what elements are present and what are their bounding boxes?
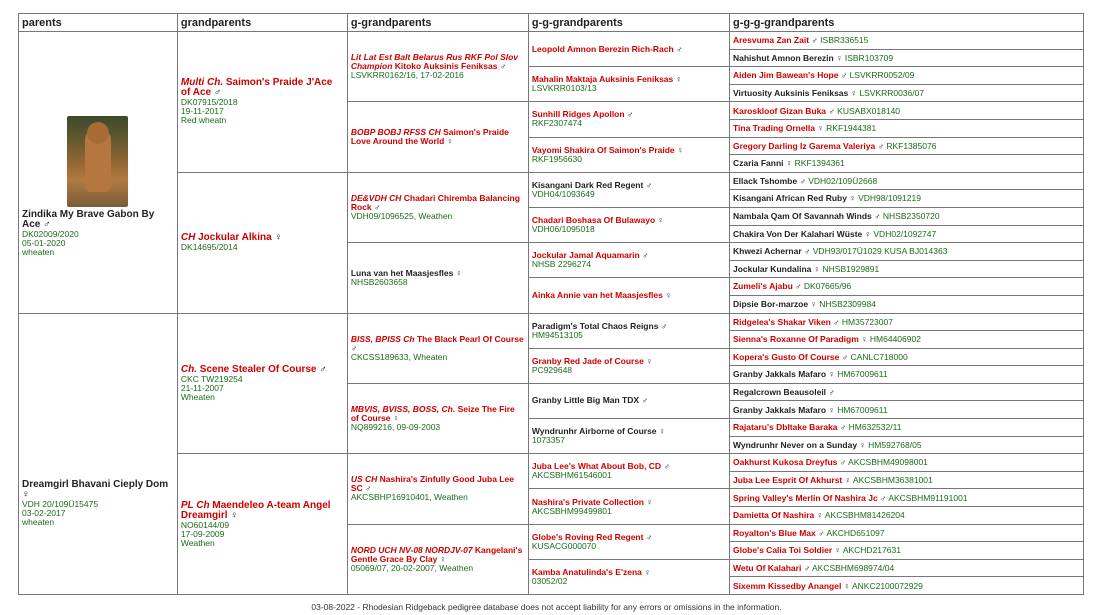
g-grandparent-name[interactable]: Seize The Fire of Course [350,404,515,424]
g-g-g-grandparent-cell [729,67,1083,85]
g-g-g-grandparent-name[interactable]: Rajataru's Dbltake Baraka [732,422,838,433]
sex-icon: ♀ [828,369,835,380]
title-prefix: NORD UCH NV-08 NORDJV-07 [350,544,473,555]
title-prefix: MBVIS, BVISS, BOSS, Ch. [350,404,456,415]
g-g-grandparent-name[interactable]: Granby Red Jade of Course [531,355,644,366]
grandparent-details [181,98,344,125]
g-g-g-grandparent-cell [729,155,1083,173]
registration-number: ANKC2100072929 [851,580,923,591]
parent-details [22,230,174,257]
g-g-g-grandparent-name[interactable]: Aresvuma Zan Zait [732,35,810,46]
g-g-g-grandparent-cell [729,137,1083,155]
header-parents: parents [19,14,178,32]
registration-number: HM67009611 [837,404,888,415]
g-grandparent-name[interactable]: Nashira's Zinfully Good Juba Lee SC [350,474,514,494]
coat-color: wheaten [22,246,55,257]
g-g-g-grandparent-name[interactable]: Kopera's Gusto Of Course [732,351,840,362]
registration-number: AKCSBHM91191001 [888,492,968,503]
g-g-g-grandparent-name[interactable]: Ellack Tshombe [732,175,798,186]
sex-icon: ♀ [861,334,868,345]
g-grandparent-cell [347,172,528,242]
registration-number: RKF2307474 [531,118,582,129]
birth-date: 05-01-2020 [22,237,66,248]
g-g-g-grandparent-name[interactable]: Wetu Of Kalahari [732,562,802,573]
g-g-grandparent-name[interactable]: Kamba Anatulinda's E'zena [531,566,642,577]
sex-icon: ♀ [813,263,821,274]
g-g-g-grandparent-name[interactable]: Nahishut Amnon Berezin [732,52,834,63]
g-g-g-grandparent-name[interactable]: Sienna's Roxanne Of Paradigm [732,334,859,345]
sex-icon: ♀ [274,232,282,244]
g-g-grandparent-name[interactable]: Wyndrunhr Airborne of Course [531,426,657,437]
g-g-g-grandparent-name[interactable]: Sixemm Kissedby Anangel [732,580,842,591]
registration-number: AKCHD217631 [842,545,901,556]
registration-number: HM64406902 [869,334,921,345]
registration-number: CANLC718000 [850,351,908,362]
sex-icon: ♂ [642,250,649,261]
registration-number: VDH06/1095018 [531,224,595,235]
grandparent-details [181,375,344,402]
g-g-grandparent-name[interactable]: Leopold Amnon Berezin Rich-Rach [531,43,674,54]
g-g-g-grandparent-cell [729,207,1083,225]
sex-icon: ♂ [877,140,884,151]
g-g-grandparent-cell [528,137,729,172]
sex-icon: ♂ [43,218,51,230]
parent-cell [19,32,178,314]
g-grandparent-cell [347,243,528,313]
g-grandparent-details: NHSB2603658 [350,276,408,287]
registration-number: AKCSBHM99499801 [531,505,612,516]
g-grandparent-name[interactable]: Kangelani's Gentle Grace By Clay [350,544,523,564]
birth-date: 17-09-2009 [180,528,225,539]
registration-number: NHSB1929891 [822,263,880,274]
table-row [19,454,1084,472]
g-grandparent-details: VDH09/1096525, Weathen [350,210,453,221]
registration-number: VDH93/017Ü1029 KUSA BJ014363 [812,246,948,257]
sex-icon: ♀ [850,87,857,98]
sex-icon: ♂ [350,342,358,353]
sex-icon: ♂ [626,109,634,120]
sex-icon: ♀ [658,426,666,437]
g-g-g-grandparent-name[interactable]: Spring Valley's Merlin Of Nashira Jc [732,492,878,503]
g-g-g-grandparent-name[interactable]: Khwezi Achernar [732,246,802,257]
g-g-grandparent-cell [528,32,729,67]
dog-photo[interactable] [67,116,128,207]
sex-icon: ♂ [828,387,835,398]
g-g-g-grandparent-name[interactable]: Kisangani African Red Ruby [732,193,847,204]
g-g-g-grandparent-name[interactable]: Juba Lee Esprit Of Akhurst [732,474,843,485]
sex-icon: ♂ [660,320,668,331]
g-g-g-grandparent-cell [729,454,1083,472]
g-g-grandparent-cell [528,454,729,489]
g-grandparent-details: NQ899216, 09-09-2003 [350,422,441,433]
g-g-g-grandparent-cell [729,295,1083,313]
registration-number: AKCSBHM36381001 [852,474,933,485]
g-grandparent-cell [347,454,528,524]
title-prefix: US CH [350,474,378,485]
registration-number: ISBR336515 [820,35,869,46]
sex-icon: ♂ [803,562,811,573]
sex-icon: ♂ [799,175,806,186]
g-g-grandparent-name[interactable]: Granby Little Big Man TDX [531,395,640,406]
g-g-grandparent-name[interactable]: Juba Lee's What About Bob, CD [531,461,662,472]
sex-icon: ♀ [675,74,683,85]
g-g-g-grandparent-cell [729,190,1083,208]
g-g-g-grandparent-cell [729,331,1083,349]
coat-color: Weathen [180,537,215,548]
table-row [19,313,1084,331]
title-prefix: DE&VDH CH [350,192,402,203]
grandparent-details [181,243,344,252]
sex-icon: ♂ [645,179,653,190]
registration-number: HM94513105 [531,329,583,340]
sex-icon: ♂ [811,35,818,46]
g-g-g-grandparent-cell [729,401,1083,419]
sex-icon: ♀ [810,299,817,310]
sex-icon: ♂ [645,531,653,542]
registration-number: HM67009611 [837,369,888,380]
sex-icon: ♂ [874,211,881,222]
sex-icon: ♂ [499,61,507,72]
g-g-g-grandparent-cell [729,260,1083,278]
sex-icon: ♀ [665,289,672,300]
g-g-grandparent-cell [528,67,729,102]
registration-number: DK07915/2018 [180,97,238,108]
sex-icon: ♂ [839,422,847,433]
g-g-grandparent-cell [528,419,729,454]
coat-color: wheaten [22,517,55,528]
g-g-grandparent-cell [528,278,729,313]
g-g-g-grandparent-name[interactable]: Globe's Calia Toi Soldier [732,545,833,556]
sex-icon: ♂ [374,201,381,212]
g-g-g-grandparent-cell [729,84,1083,102]
g-g-g-grandparent-cell [729,489,1083,507]
grandparent-name[interactable]: Jockular Alkina [198,232,272,244]
g-g-g-grandparent-cell [729,119,1083,137]
title-prefix: Multi Ch. [180,77,224,89]
sex-icon: ♀ [677,144,684,155]
g-g-g-grandparent-cell [729,172,1083,190]
sex-icon: ♀ [392,413,400,424]
title-prefix: Ch. [180,363,197,375]
registration-number: 1073357 [531,435,565,446]
g-g-g-grandparent-cell [729,524,1083,542]
g-g-g-grandparent-name[interactable]: Chakira Von Der Kalahari Wüste [732,228,863,239]
grandparent-details [181,521,344,548]
sex-icon: ♂ [663,461,670,472]
birth-date: 03-02-2017 [22,508,66,519]
grandparent-cell [177,313,347,454]
g-g-grandparent-name[interactable]: Jockular Jamal Aquamarin [531,250,640,261]
header-grandparents: grandparents [177,14,347,32]
sex-icon: ♀ [230,509,238,521]
g-g-g-grandparent-name[interactable]: Royalton's Blue Max [732,527,816,538]
parent-name[interactable]: Zindika My Brave Gabon By Ace [22,208,155,230]
parent-details [22,500,174,527]
g-g-grandparent-name[interactable]: Mahalin Maktaja Auksinis Feniksas [531,74,674,85]
g-g-g-grandparent-name[interactable]: Damietta Of Nashira [732,510,815,521]
g-g-g-grandparent-cell [729,225,1083,243]
g-grandparent-name[interactable]: Chadari Chiremba Balancing Rock [350,192,520,212]
sex-icon: ♂ [641,395,648,406]
g-g-g-grandparent-name[interactable]: Virtuosity Auksinis Feniksas [732,87,849,98]
g-g-g-grandparent-cell [729,507,1083,525]
sex-icon: ♂ [213,87,222,99]
header-g-g-g-grandparents: g-g-g-grandparents [729,14,1083,32]
g-g-g-grandparent-name[interactable]: Oakhurst Kukosa Dreyfus [732,457,838,468]
registration-number: PC929648 [531,364,573,375]
sex-icon: ♂ [795,281,802,292]
pedigree-table [18,13,1084,595]
g-g-grandparent-name[interactable]: Paradigm's Total Chaos Reigns [531,320,659,331]
g-g-g-grandparent-cell [729,102,1083,120]
grandparent-name[interactable]: Saimon's Praide J'Ace of Ace [180,77,333,99]
sex-icon: ♀ [22,489,30,501]
title-prefix: BOBP BOBJ RFSS CH [350,127,441,138]
sex-icon: ♀ [843,580,851,591]
sex-icon: ♀ [657,215,664,226]
registration-number: DK07665/96 [803,281,852,292]
header-g-grandparents: g-grandparents [347,14,528,32]
registration-number: HM35723007 [841,316,893,327]
g-g-g-grandparent-cell [729,278,1083,296]
g-g-grandparent-cell [528,207,729,242]
registration-number: 03052/02 [531,575,568,586]
header-row [19,14,1084,32]
birth-date: 19-11-2017 [180,106,224,117]
g-g-g-grandparent-cell [729,436,1083,454]
g-g-g-grandparent-name[interactable]: Dipsie Bor-marzoe [732,299,809,310]
header-g-g-grandparents: g-g-grandparents [528,14,729,32]
g-g-g-grandparent-name[interactable]: Granby Jakkals Mafaro [732,369,827,380]
g-g-g-grandparent-cell [729,49,1083,67]
registration-number: CKC TW219254 [180,373,243,384]
sex-icon: ♀ [646,496,653,507]
sex-icon: ♀ [859,439,866,450]
registration-number: AKCSBHM61546001 [531,470,612,481]
g-g-grandparent-name[interactable]: Vayomi Shakira Of Saimon's Praide [531,144,675,155]
coat-color: Red wheatn [180,115,227,126]
g-g-g-grandparent-cell [729,577,1083,595]
registration-number: DK14695/2014 [180,242,238,253]
sex-icon: ♀ [816,510,823,521]
parent-cell [19,313,178,595]
g-g-g-grandparent-name[interactable]: Nambala Qam Of Savannah Winds [732,211,872,222]
g-g-grandparent-cell [528,243,729,278]
g-g-g-grandparent-cell [729,542,1083,560]
g-g-g-grandparent-cell [729,383,1083,401]
g-g-grandparent-cell [528,313,729,348]
g-grandparent-name[interactable]: Luna van het Maasjesfles [350,267,454,278]
g-grandparent-cell [347,313,528,383]
sex-icon: ♂ [840,70,848,81]
sex-icon: ♂ [841,351,849,362]
g-g-g-grandparent-name[interactable]: Karoskloof Gizan Buka [732,105,827,116]
registration-number: RKF1944381 [826,123,877,134]
g-g-g-grandparent-name[interactable]: Zumeli's Ajabu [732,281,793,292]
g-g-grandparent-name[interactable]: Ainka Annie van het Maasjesfles [531,289,663,300]
g-g-g-grandparent-name[interactable]: Wyndrunhr Never on a Sunday [732,439,858,450]
g-g-g-grandparent-name[interactable]: Czaria Fanni [732,158,784,169]
registration-number: RKF1394361 [794,158,845,169]
title-prefix: PL Ch [180,499,210,511]
g-grandparent-cell [347,102,528,172]
registration-number: VDH98/1091219 [858,193,921,204]
g-grandparent-cell [347,32,528,102]
g-g-grandparent-cell [528,348,729,383]
g-g-g-grandparent-name[interactable]: Jockular Kundalina [732,263,812,274]
grandparent-name[interactable]: Scene Stealer Of Course [199,363,317,375]
registration-number: RKF1385076 [886,140,937,151]
coat-color: Wheaten [180,391,215,402]
g-g-g-grandparent-cell [729,366,1083,384]
table-row [19,32,1084,50]
g-g-grandparent-cell [528,559,729,594]
registration-number: DK02009/2020 [22,228,79,239]
registration-number: VDH02/1092747 [873,228,937,239]
registration-number: RKF1956630 [531,153,582,164]
registration-number: HM592768/05 [868,439,922,450]
g-grandparent-details: AKCSBHP16910401, Weathen [350,492,468,503]
g-g-g-grandparent-cell [729,243,1083,261]
title-prefix: BISS, BPISS Ch [350,333,415,344]
sex-icon: ♀ [646,355,653,366]
g-g-g-grandparent-name[interactable]: Gregory Darling Iz Garema Valeriya [732,140,876,151]
parent-name[interactable]: Dreamgirl Bhavani Cieply Dom [22,479,169,491]
sex-icon: ♀ [446,136,454,147]
sex-icon: ♂ [833,316,840,327]
title-prefix: Lit Lat Est Balt Belarus Rus RKF Pol Slov Champion [350,52,519,72]
registration-number: KUSACG000070 [531,540,597,551]
registration-number: AKCSBHM49098001 [848,457,928,468]
sex-icon: ♂ [319,363,327,375]
registration-number: NO60144/09 [180,519,230,530]
sex-icon: ♂ [880,492,887,503]
g-g-g-grandparent-name[interactable]: Tina Trading Ornella [732,123,816,134]
sex-icon: ♀ [439,553,447,564]
registration-number: AKCSBHM81426204 [824,510,905,521]
g-g-grandparent-cell [528,524,729,559]
sex-icon: ♀ [844,474,851,485]
title-prefix: CH [180,232,196,244]
sex-icon: ♀ [644,566,651,577]
g-g-g-grandparent-cell [729,471,1083,489]
registration-number: VDH 20/109Ü15475 [22,499,99,510]
registration-number: AKCHD651097 [826,527,885,538]
g-grandparent-details: CKCSS189633, Wheaten [350,351,448,362]
grandparent-cell [177,172,347,313]
g-grandparent-name[interactable]: The Black Pearl Of Course [416,333,524,344]
sex-icon: ♂ [365,483,372,494]
g-g-g-grandparent-name[interactable]: Regalcrown Beausoleil [732,387,827,398]
g-g-g-grandparent-cell [729,559,1083,577]
g-grandparent-details: LSVKRR0162/16, 17-02-2016 [350,70,464,81]
g-grandparent-name[interactable]: Kitoko Auksinis Feniksas [394,61,498,72]
sex-icon: ♂ [676,43,683,54]
g-g-grandparent-name[interactable]: Sunhill Ridges Apollon [531,109,625,120]
sex-icon: ♀ [817,123,824,134]
sex-icon: ♀ [864,228,872,239]
registration-number: LSVKRR0103/13 [531,83,597,94]
registration-number: VDH04/1093649 [531,188,595,199]
g-g-g-grandparent-cell [729,348,1083,366]
birth-date: 21-11-2007 [180,382,224,393]
registration-number: ISBR103709 [844,52,894,63]
g-g-grandparent-name[interactable]: Nashira's Private Collection [531,496,644,507]
g-grandparent-cell [347,383,528,453]
g-grandparent-name[interactable]: Saimon's Praide Love Around the World [350,127,509,147]
g-grandparent-details: 05069/07, 20-02-2007, Weathen [350,562,474,573]
registration-number: KUSABX018140 [837,105,901,116]
g-g-g-grandparent-name[interactable]: Aiden Jim Bawean's Hope [732,70,839,81]
registration-number: HM632532/11 [848,422,902,433]
sex-icon: ♀ [836,52,843,63]
g-g-grandparent-name[interactable]: Chadari Boshasa Of Bulawayo [531,215,656,226]
sex-icon: ♂ [818,527,825,538]
g-g-grandparent-name[interactable]: Globe's Roving Red Regent [531,531,644,542]
registration-number: NHSB2309984 [819,299,876,310]
g-g-g-grandparent-cell [729,32,1083,50]
registration-number: LSVKRR0052/09 [849,70,915,81]
registration-number: AKCSBHM698974/04 [811,562,895,573]
registration-number: NHSB 2296274 [531,259,591,270]
footer-disclaimer: 03-08-2022 - Rhodesian Ridgeback pedigree database does not accept liability for any errors or omissions in the information. [311,602,782,612]
sex-icon: ♀ [455,267,463,278]
g-g-g-grandparent-name[interactable]: Ridgelea's Shakar Viken [732,316,831,327]
sex-icon: ♂ [804,246,811,257]
grandparent-cell [177,454,347,595]
sex-icon: ♀ [849,193,856,204]
g-g-grandparent-cell [528,383,729,418]
g-g-grandparent-cell [528,172,729,207]
registration-number: NHSB2350720 [882,211,940,222]
sex-icon: ♂ [828,105,835,116]
g-g-grandparent-cell [528,489,729,524]
g-grandparent-cell [347,524,528,594]
sex-icon: ♀ [834,545,841,556]
sex-icon: ♂ [839,457,847,468]
grandparent-name[interactable]: Maendeleo A-team Angel Dreamgirl [180,499,331,521]
sex-icon: ♀ [828,404,835,415]
g-g-g-grandparent-name[interactable]: Granby Jakkals Mafaro [732,404,827,415]
g-g-g-grandparent-cell [729,313,1083,331]
g-g-g-grandparent-cell [729,419,1083,437]
grandparent-cell [177,32,347,173]
table-row [19,172,1084,190]
registration-number: LSVKRR0036/07 [859,87,925,98]
g-g-grandparent-name[interactable]: Kisangani Dark Red Regent [531,179,644,190]
sex-icon: ♀ [785,158,793,169]
registration-number: VDH02/109Ü2668 [808,175,878,186]
g-g-grandparent-cell [528,102,729,137]
